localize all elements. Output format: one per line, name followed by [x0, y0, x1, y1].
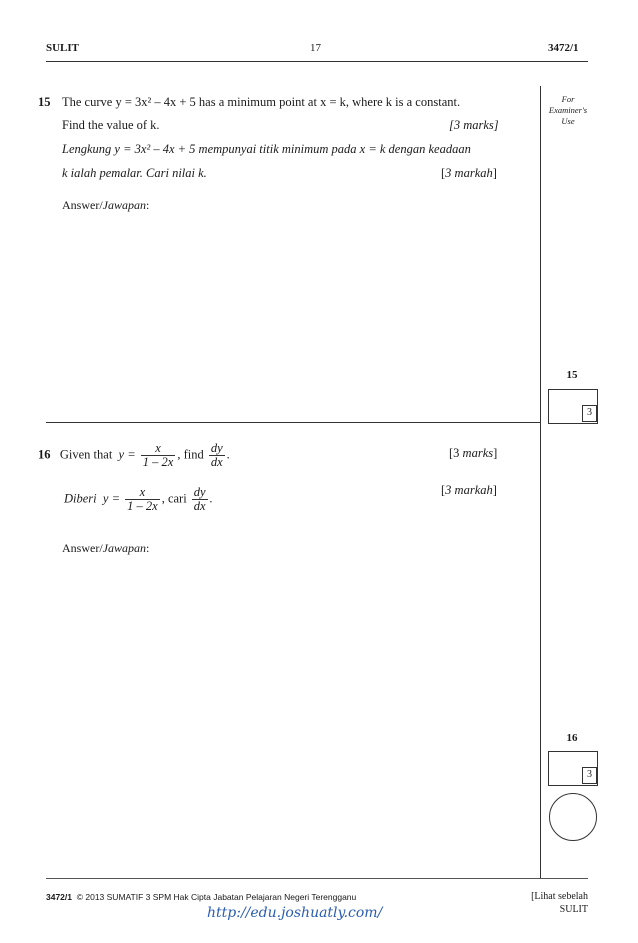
- q16-answer-label: Answer/Jawapan:: [62, 541, 150, 555]
- header-rule: [46, 61, 588, 62]
- paper-code: 3472/1: [548, 42, 579, 54]
- q15-ms-line2: k ialah pemalar. Cari nilai k.: [62, 166, 207, 180]
- q16-number: 16: [38, 447, 51, 462]
- footer-next-page: [Lihat sebelah SULIT: [531, 891, 588, 915]
- q15-en-line1: The curve y = 3x² – 4x + 5 has a minimum point at x = k, where k is a constant.: [62, 95, 461, 109]
- q16-ms-marks: [3 markah]: [441, 483, 497, 497]
- q15-en-line2: Find the value of k.: [62, 118, 160, 132]
- header-sulit: SULIT: [46, 42, 80, 54]
- question-divider: [46, 422, 540, 423]
- total-score-circle[interactable]: [549, 793, 597, 841]
- q15-ms-line1: Lengkung y = 3x² – 4x + 5 mempunyai titik minimum pada x = k dengan keadaan: [62, 142, 471, 156]
- footer-copyright: 3472/1 © 2013 SUMATIF 3 SPM Hak Cipta Jabatan Pelajaran Negeri Terengganu: [46, 892, 357, 902]
- q16-score-label: 16: [566, 732, 578, 744]
- q16-line-ms: Diberi y = $\frac{x}{1 - 2x}$ , cari $\frac{dy}{dx}$ .: [64, 485, 213, 514]
- q16-max-marks: 3: [582, 767, 597, 784]
- q15-ms-marks: [3 markah]: [441, 166, 497, 180]
- q15-max-marks: 3: [582, 405, 597, 422]
- q15-number: 15: [38, 95, 51, 109]
- q15-answer-area[interactable]: [62, 214, 532, 414]
- examiner-use-label: For Examiner's Use: [548, 94, 588, 126]
- examiner-column-rule: [540, 86, 541, 878]
- q15-en-marks: [3 marks]: [449, 118, 499, 132]
- footer-url-link[interactable]: http://edu.joshuatly.com/: [207, 905, 383, 921]
- q16-answer-area[interactable]: [62, 558, 532, 858]
- page-number: 17: [310, 42, 321, 54]
- q15-score-label: 15: [566, 369, 578, 381]
- q16-en-marks: [3 marks]: [449, 446, 498, 460]
- q15-answer-label: Answer/Jawapan:: [62, 198, 150, 212]
- q16-line-en: 16 Given that y = $\frac{x}{1 - 2x}$ , find $\frac{dy}{dx}$ .: [38, 441, 230, 470]
- footer-rule: [46, 878, 588, 879]
